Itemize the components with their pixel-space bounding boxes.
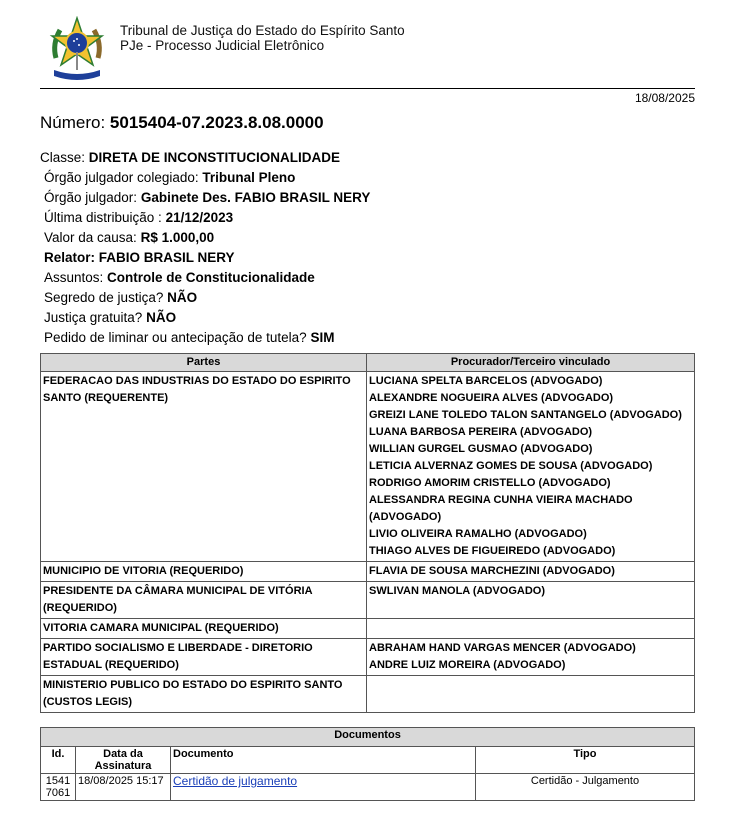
procuradores-cell <box>367 676 695 713</box>
table-row <box>41 582 695 619</box>
procuradores-cell <box>367 372 695 562</box>
gratuita-label: Justiça gratuita? <box>44 310 143 325</box>
document-header <box>40 14 695 89</box>
relator-line <box>40 248 370 268</box>
assuntos-value: Controle de Constitucionalidade <box>107 270 315 285</box>
distribuicao-value: 21/12/2023 <box>165 210 234 225</box>
assuntos-label: Assuntos: <box>44 270 104 285</box>
report-date: 18/08/2025 <box>634 91 695 105</box>
procurador-name: FLAVIA DE SOUSA MARCHEZINI (ADVOGADO) <box>369 565 615 577</box>
parties-table <box>40 353 695 713</box>
segredo-line <box>40 288 370 308</box>
procurador-name: RODRIGO AMORIM CRISTELLO (ADVOGADO) <box>369 477 611 489</box>
distribuicao-line <box>40 208 370 228</box>
procurador-name: THIAGO ALVES DE FIGUEIREDO (ADVOGADO) <box>369 545 616 557</box>
party-name: MINISTERIO PUBLICO DO ESTADO DO ESPIRITO SANTO (CUSTOS LEGIS) <box>41 676 367 713</box>
classe-line <box>40 148 370 168</box>
column-header-partes: Partes <box>41 354 367 372</box>
party-name: VITORIA CAMARA MUNICIPAL (REQUERIDO) <box>41 619 367 639</box>
process-number-label: Número: <box>40 113 106 132</box>
orgao-label: Órgão julgador: <box>44 190 138 205</box>
valor-value: R$ 1.000,00 <box>140 230 215 245</box>
procurador-name: ANDRE LUIZ MOREIRA (ADVOGADO) <box>369 659 566 671</box>
procurador-name: LETICIA ALVERNAZ GOMES DE SOUSA (ADVOGADO) <box>369 460 653 472</box>
table-row <box>41 774 695 801</box>
assuntos-line <box>40 268 370 288</box>
column-header-id: Id. <box>41 747 76 774</box>
party-name: PRESIDENTE DA CÂMARA MUNICIPAL DE VITÓRIA (REQUERIDO) <box>41 582 367 619</box>
procurador-name: LUCIANA SPELTA BARCELOS (ADVOGADO) <box>369 375 603 387</box>
gratuita-line <box>40 308 370 328</box>
party-name: FEDERACAO DAS INDUSTRIAS DO ESTADO DO ESPIRITO SANTO (REQUERENTE) <box>41 372 367 562</box>
column-header-data: Data da Assinatura <box>76 747 171 774</box>
valor-label: Valor da causa: <box>44 230 137 245</box>
classe-value: DIRETA DE INCONSTITUCIONALIDADE <box>88 150 341 165</box>
table-row <box>41 676 695 713</box>
party-name: MUNICIPIO DE VITORIA (REQUERIDO) <box>41 562 367 582</box>
segredo-label: Segredo de justiça? <box>44 290 164 305</box>
valor-line <box>40 228 370 248</box>
table-row <box>41 639 695 676</box>
procuradores-cell <box>367 619 695 639</box>
documents-table <box>40 727 695 801</box>
documents-table-title: Documentos <box>41 728 695 747</box>
procurador-name: ALEXANDRE NOGUEIRA ALVES (ADVOGADO) <box>369 392 614 404</box>
table-row <box>41 562 695 582</box>
orgao-colegiado-value: Tribunal Pleno <box>202 170 296 185</box>
orgao-colegiado-line <box>40 168 370 188</box>
procuradores-cell <box>367 562 695 582</box>
party-name: PARTIDO SOCIALISMO E LIBERDADE - DIRETORIO ESTADUAL (REQUERIDO) <box>41 639 367 676</box>
documents-table-body <box>41 774 695 801</box>
procurador-name: LIVIO OLIVEIRA RAMALHO (ADVOGADO) <box>369 528 587 540</box>
orgao-value: Gabinete Des. FABIO BRASIL NERY <box>140 190 371 205</box>
parties-table-body <box>41 372 695 713</box>
column-header-procurador: Procurador/Terceiro vinculado <box>367 354 695 372</box>
orgao-line <box>40 188 370 208</box>
court-heading <box>120 23 405 53</box>
table-row <box>41 619 695 639</box>
column-header-tipo: Tipo <box>476 747 695 774</box>
system-name: PJe - Processo Judicial Eletrônico <box>120 38 325 53</box>
segredo-value: NÃO <box>167 290 198 305</box>
process-number-value: 5015404-07.2023.8.08.0000 <box>109 113 324 132</box>
procuradores-cell <box>367 582 695 619</box>
procurador-name: ABRAHAM HAND VARGAS MENCER (ADVOGADO) <box>369 642 636 654</box>
procurador-name: WILLIAN GURGEL GUSMAO (ADVOGADO) <box>369 443 593 455</box>
document-link[interactable]: Certidão de julgamento <box>173 774 298 788</box>
process-number <box>40 113 324 133</box>
process-metadata <box>40 148 370 348</box>
procurador-name: SWLIVAN MANOLA (ADVOGADO) <box>369 585 545 597</box>
liminar-line <box>40 328 370 348</box>
document-date: 18/08/2025 15:17 <box>76 774 171 801</box>
gratuita-value: NÃO <box>146 310 177 325</box>
procurador-name: GREIZI LANE TOLEDO TALON SANTANGELO (ADVOGADO) <box>369 409 682 421</box>
classe-label: Classe: <box>40 150 86 165</box>
orgao-colegiado-label: Órgão julgador colegiado: <box>44 170 199 185</box>
column-header-documento: Documento <box>171 747 476 774</box>
liminar-value: SIM <box>310 330 335 345</box>
table-row <box>41 372 695 562</box>
brazil-coat-of-arms-icon <box>46 16 108 82</box>
distribuicao-label: Última distribuição : <box>44 210 162 225</box>
liminar-label: Pedido de liminar ou antecipação de tutela? <box>44 330 307 345</box>
procurador-name: ALESSANDRA REGINA CUNHA VIEIRA MACHADO (ADVOGADO) <box>369 494 633 523</box>
document-type: Certidão - Julgamento <box>476 774 695 801</box>
document-cell <box>171 774 476 801</box>
relator-value: Relator: FABIO BRASIL NERY <box>44 250 235 265</box>
court-name: Tribunal de Justiça do Estado do Espírito Santo <box>120 23 405 38</box>
procuradores-cell <box>367 639 695 676</box>
document-id: 15417061 <box>41 774 76 801</box>
procurador-name: LUANA BARBOSA PEREIRA (ADVOGADO) <box>369 426 593 438</box>
